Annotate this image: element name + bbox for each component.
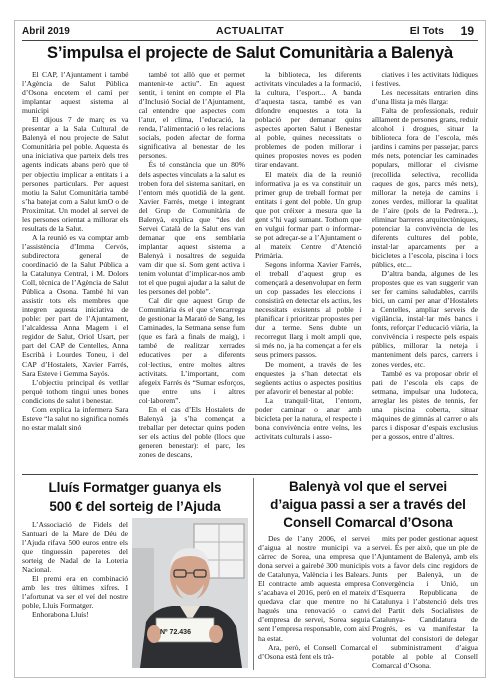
header-rule	[22, 40, 478, 41]
water-headline-line-3: Consell Comarcal d’Osona	[283, 515, 453, 530]
paragraph: mits per poder gestionar aquest servei. És per això, que un ple de l’Ajuntament de Balenyà, amb els vots a favor dels cinc regidors de Junts per Balenyà, un de Convergència i Unió, un d’Esquerra Republicana de Catalunya i l’abstenció dels tres del Partit dels Socialistes de Catalunya- Candidatura de Progrés, es va manifestar la voluntat del consistori de delegar el subministrament d’aigua potable al poble al Consell Comarcal d’Osona.	[372, 534, 478, 670]
paragraph: Cal dir que aquest Grup de Comunitària és el que s’encarrega de gestionar la Marató de Sang, les Caminades, la Setmana sense fum (que es farà a finals de maig), i també de realitzar xerrades educatives per a diferents col·lectius, entre moltes altres activitats. L’important, com afegeix Farrés és “Sumar esforços, que entre uns i altres col·laborem”.	[138, 296, 245, 405]
water-headline-line-2: d’aigua passi a ser a través del	[270, 497, 466, 512]
lottery-headline-line-1: Lluís Formatger guanya els	[48, 480, 222, 495]
paragraph: De moment, a través de les enquestes ja s’han detectat els següents actius o aspectes positius per afavorir el benestar al poble:	[255, 359, 362, 396]
paragraph: L’Associació de Fidels del Santuari de la Mare de Déu de l’Ajuda rifava 500 euros entre els que tinguessin paperetes del sorteig de Nadal de la Loteria Nacional.	[22, 520, 128, 575]
paragraph: A la reunió es va comptar amb l’assistència d’Imma Cervós, subdirectora general de coordinació de la Salut Pública a la Catalunya Central, i M. Dolors Coll, tècnica de l’Agència de Salut Pública a Osona. També hi van assistir tots els membres que integren aquesta iniciativa de poble: per part de l’Ajuntament, l’alcaldessa Anna Magem i el regidor de Salut, Oriol Usart, per part del CAP de Centelles, Anna Escribà i Lourdes Toneu, i del CAP d’Hostalets, Xavier Farrés, Sara Esteve i Gemma Sayós.	[22, 232, 129, 378]
main-article-body	[22, 70, 478, 470]
water-headline-line-1: Balenyà vol que el servei	[288, 479, 448, 494]
paragraph: L’objectiu principal és vetllar perquè tothom tingui unes bones condicions de salut i benestar.	[22, 377, 129, 405]
main-article-column-3	[255, 70, 362, 470]
paragraph: El dijous 7 de març es va presentar a la Sala Cultural de Balenyà el nou projecte de Salut Comunitària pel poble. Aquesta és una iniciativa que parteix dels tres agents indicats abans però que té per objectiu implicar a entitats i a persones particulars. Per aquest motiu la Salut Comunitària també s’ha batejat com a Salut kmO o de Proximitat. Un model al servei de les persones orientat a millorar els resultats de la Salut.	[22, 115, 129, 233]
lottery-headline	[22, 478, 248, 516]
paragraph: Des de l’any 2006, el servei d’aigua al nostre municipi va a càrrec de Sorea, una empresa que dona servei a gairebé 300 municipis de Catalunya, València i les Balears. El contracte amb aquesta empresa s’acabava el 2016, però en el mateix quedava clar que mentre no hi hagués una renovació o canvi d’empresa de servei, Sorea seguia sent l’empresa responsable, com així ha estat.	[258, 534, 370, 643]
water-article-column-1	[258, 534, 370, 670]
paragraph: També es va proposar obrir el pati de l’escola els caps de setmana, impulsar una ludoteca, arreglar les pistes de tennis, fer una piscina coberta, situar màquines de gimnàs al carrer o als parcs i disposar d’espais exclusius per a gossos, entre d’altres.	[371, 368, 478, 441]
paragraph: Enhorabona Lluís!	[32, 610, 89, 620]
paragraph: Les necessitats entrarien dins d’una llista ja més llarga:	[371, 88, 478, 107]
paragraph: ciatives i les activitats lúdiques i festives.	[371, 70, 478, 89]
page-header	[22, 22, 478, 40]
winner-photo	[132, 518, 248, 668]
section-divider	[22, 474, 478, 475]
water-headline	[258, 478, 478, 532]
main-article-column-2	[139, 70, 246, 470]
paragraph: El CAP, l’Ajuntament i també l’Agència de Salut Pública d’Osona encetem el camí per implantar aquest sistema al municipi	[22, 70, 129, 116]
main-headline: S’impulsa el projecte de Salut Comunitària a Balenyà	[47, 44, 453, 62]
publication-name: El Tots	[409, 25, 444, 37]
issue-date: Abril 2019	[22, 26, 70, 37]
paragraph: El premi era en combinació amb les tres últimes xifres. I l’afortunat va ser el veí del nostre poble, Lluís Formatger.	[22, 574, 128, 611]
paragraph: Com explica la infermera Sara Esteve “la salut no significa només no estar malalt sinó	[22, 404, 129, 432]
section-title: ACTUALITAT	[216, 25, 284, 37]
paragraph: la biblioteca, les diferents activitats vinculades a la formació, la cultura, l’esport... A banda d’aquesta tasca, també es van difondre enquestes a tota la població per demanar quins aspectes aporten Salut i Benestar al poble, quines necessitats o problemes de poden millorar i quines propostes noves es poden tirar endavant.	[255, 70, 362, 170]
main-article-column-4	[372, 70, 479, 470]
paragraph: La tranquil·litat, l’entorn, poder caminar o anar amb bicicleta per la natura, el respecte i bona convivència entre veïns, les activitats culturals i asso-	[255, 395, 362, 441]
article-column-divider	[253, 478, 254, 670]
paragraph: Segons informa Xavier Farrés, el treball d’aquest grup es començarà a desenvolupar en ferm un cop passades les eleccions i consistirà en detectar els actius, les necessitats existents al poble i planificar i prioritzar propostes per dur a terme. Sens dubte un recorregut llarg i molt ampli que, si més no, ja ha començat a fer els seus primers passos.	[255, 259, 362, 360]
paragraph: Ara, però, el Consell Comarcal d’Osona està fent els trà-	[258, 642, 370, 661]
paragraph: En el cas d’Els Hostalets de Balenyà ja s’ha començat a treballar per detectar quins poden ser els actius del poble (llocs que generen benestar): el parc, les zones de descans,	[138, 404, 245, 459]
ticket-number: Nº 72.436	[160, 629, 191, 636]
paragraph: És té constància que un 80% dels aspectes vinculats a la salut es troben fora del sistema sanitari, en l’entorn més quotidià de la gent. Xavier Farrés, metge i integrant del Grup de Comunitària de Balenyà, explica que “des del Servei Català de la Salut ens van demanar que ens semblaria implantar aquest sistema a Balenyà i nosaltres de seguida vam dir que sí. Som gent activa i tenim voluntat d’implicar-nos amb tot el que pugui ajudar a la salut de les persones del poble”.	[138, 160, 245, 297]
paragraph: també tot allò que et permet mantenir-te actiu”. En aquest sentit, i tenint en compte el Pla d’Inclusió Social de l’Ajuntament, cal entendre que aspectes com l’atur, el clima, l’educació, la renda, l’alimentació o les relacions socials, poden afectar de forma significativa al benestar de les persones.	[138, 70, 245, 161]
paragraph: El mateix dia de la reunió informativa ja es va constituir un primer grup de treball format per entitats i gent del poble. Un grup que pot créixer a mesura que la gent s’hi vagi sumant. Tothom que en vulgui formar part o informar-se pot adreçar-se a l’Ajuntament o al mateix Centre d’Atenció Primària.	[255, 169, 362, 260]
lottery-article-text	[22, 520, 128, 670]
paragraph: D’altra banda, algunes de les propostes que es van suggerir van ser fer camins saludables, carrils bici, un camí per anar d’Hostalets a Centelles, ampliar serveis de vigilància, instal·lar més bancs i fonts, reforçar l’educació viària, la convivència i respecte pels espais públics, millorar la neteja i manteniment dels parcs, carrers i zones verdes, etc.	[371, 269, 478, 369]
paragraph: Falta de professionals, reduir aïllament de persones grans, reduir alcohol i drogues, situar la biblioteca fora de l’escola, més jardins i camins per passejar, parcs més nets, potenciar les caminades populars, millorar el civisme (recollida selectiva, recollida caques de gos, parcs més nets), millorar la neteja de camins i zones verdes, millorar la qualitat de l’aire (pols de la Pedrera...), eliminar barreres arquitectòniques, potenciar la convivència de les diferents cultures del poble, instal·lar aparcaments per a bicicletes a l’escola, piscina i locs públics, etc...	[371, 106, 478, 269]
page-number: 19	[460, 24, 474, 38]
water-article-column-2	[372, 534, 478, 670]
main-article-column-1	[22, 70, 129, 470]
lottery-headline-line-2: 500 € del sorteig de l’Ajuda	[49, 499, 221, 514]
